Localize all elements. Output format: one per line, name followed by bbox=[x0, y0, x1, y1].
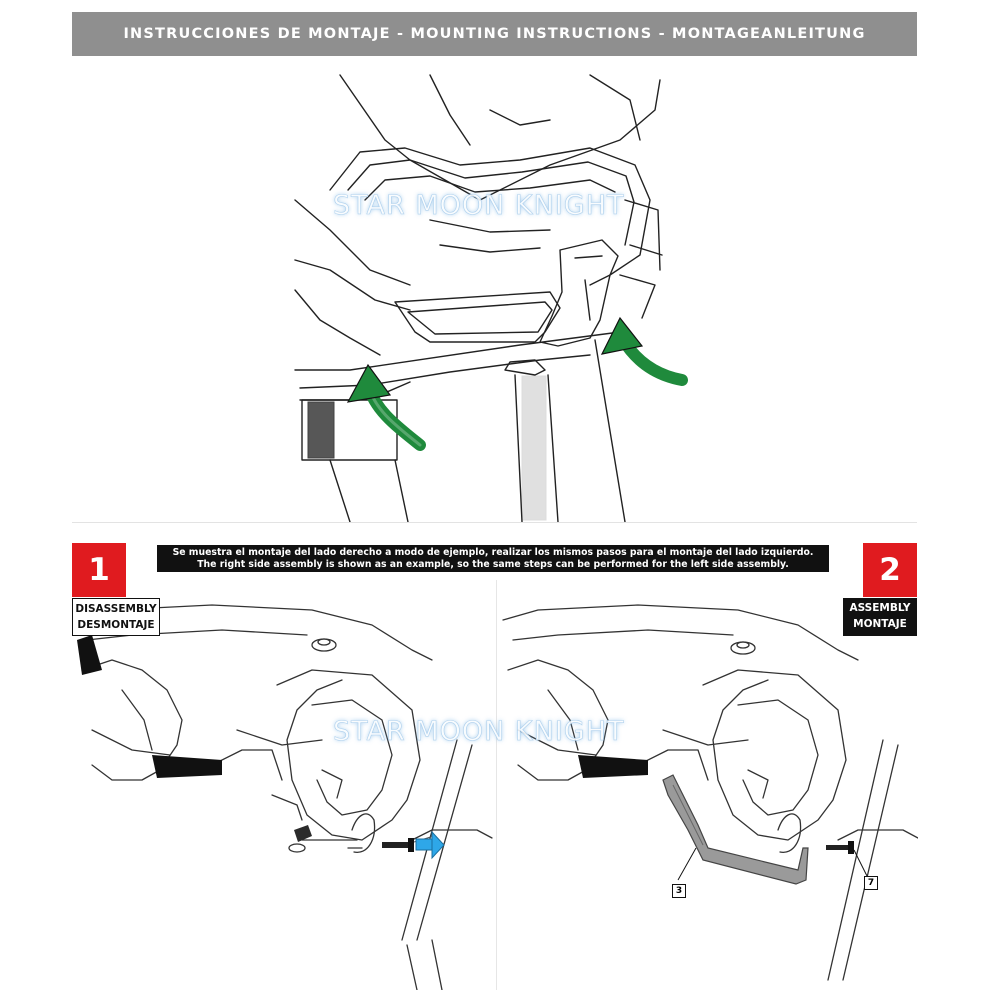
note-line-en: The right side assembly is shown as an example, so the same steps can be performed for the left side assembly. bbox=[197, 559, 789, 570]
disassembly-illustration bbox=[72, 580, 496, 990]
header-title: INSTRUCCIONES DE MONTAJE - MOUNTING INSTRUCTIONS - MONTAGEANLEITUNG bbox=[123, 26, 866, 42]
step-label-es: MONTAJE bbox=[853, 618, 907, 630]
front-view-illustration bbox=[290, 70, 690, 522]
watermark: STAR MOON KNIGHT bbox=[333, 716, 625, 747]
watermark: STAR MOON KNIGHT bbox=[333, 190, 625, 221]
green-curved-arrow-icon bbox=[602, 318, 682, 380]
step-label-es: DESMONTAJE bbox=[77, 619, 155, 631]
step-number-2: 2 bbox=[863, 543, 917, 597]
header-banner bbox=[72, 12, 917, 56]
step-number-1: 1 bbox=[72, 543, 126, 597]
step-label-assembly bbox=[843, 598, 917, 636]
step-label-en: DISASSEMBLY bbox=[75, 603, 157, 615]
assembly-illustration bbox=[498, 580, 918, 990]
step-label-en: ASSEMBLY bbox=[849, 602, 911, 614]
part-callout-bracket: 3 bbox=[672, 884, 686, 898]
section-divider bbox=[72, 522, 917, 523]
step-label-disassembly bbox=[72, 598, 160, 636]
note-line-es: Se muestra el montaje del lado derecho a modo de ejemplo, realizar los mismos pasos para el montaje del lado izquierdo. bbox=[172, 547, 814, 558]
bolt-icon bbox=[826, 841, 854, 854]
green-curved-arrow-icon bbox=[348, 365, 420, 445]
step-divider bbox=[496, 580, 497, 990]
instruction-note bbox=[157, 545, 829, 572]
part-callout-bolt: 7 bbox=[864, 876, 878, 890]
